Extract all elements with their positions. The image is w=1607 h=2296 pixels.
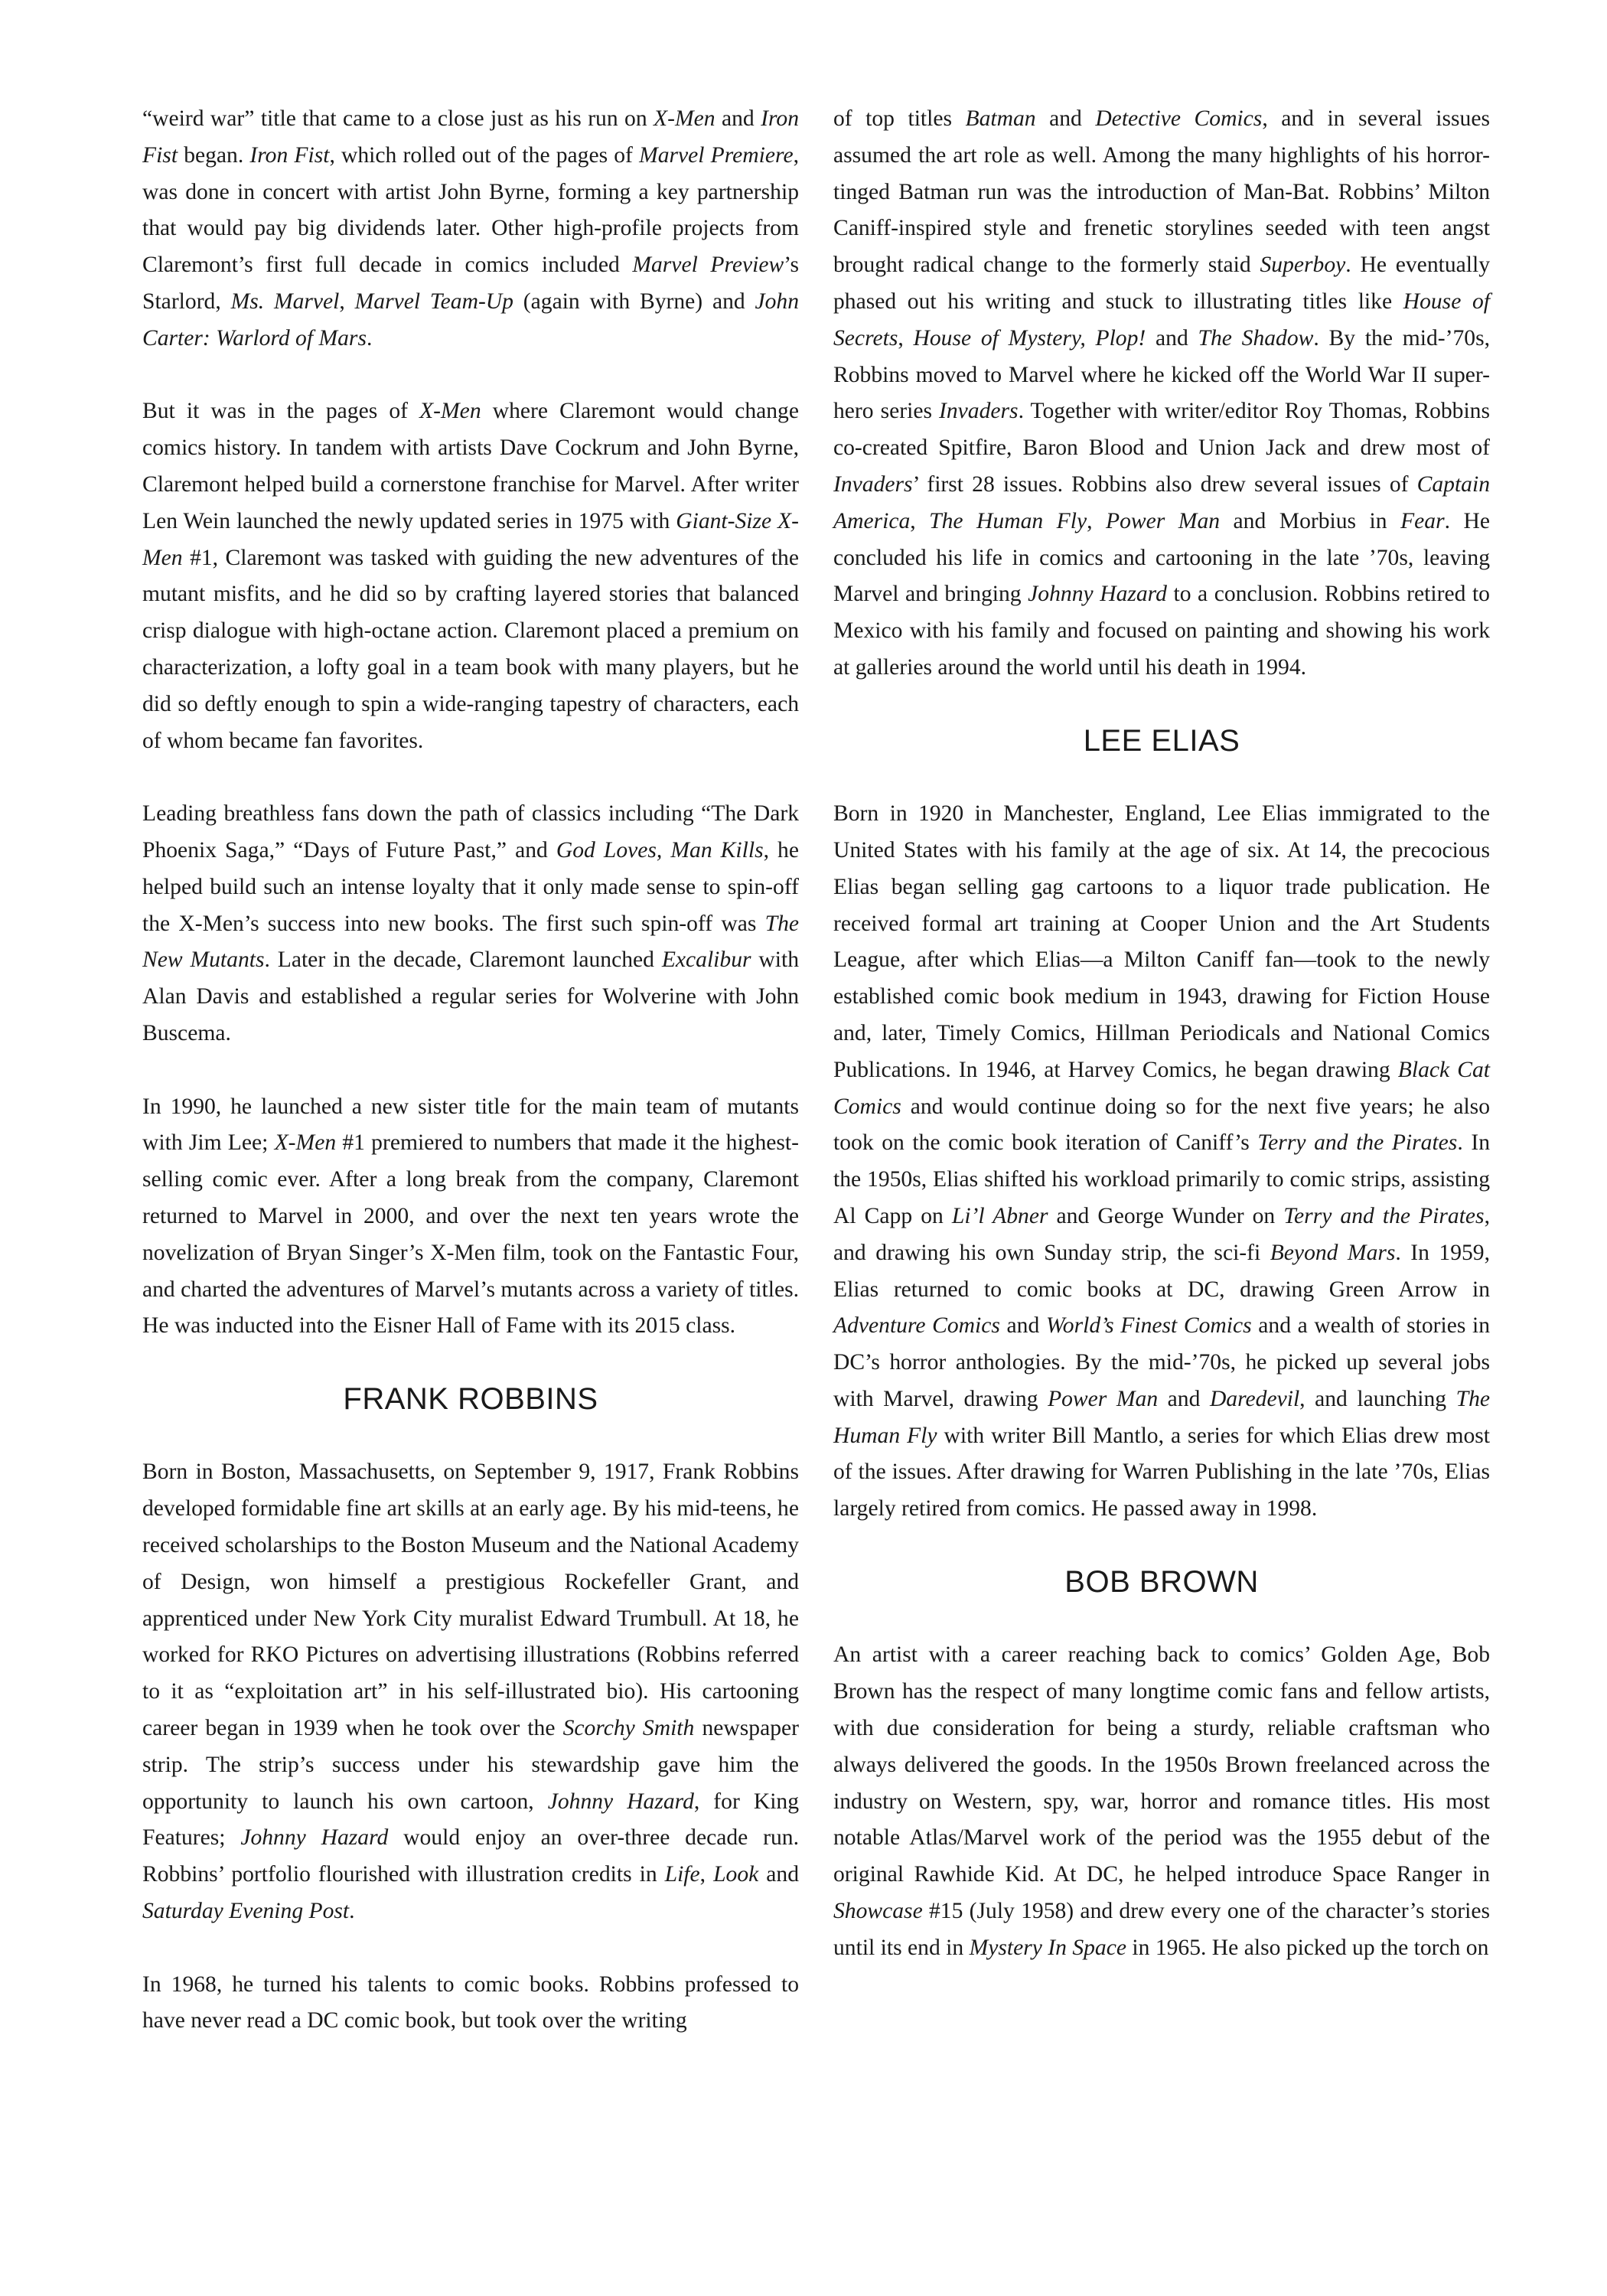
heading-bob-brown: BOB BROWN	[1064, 1564, 1259, 1599]
left-column	[142, 101, 799, 2040]
italic-title: Ms. Marvel	[230, 289, 340, 314]
italic-title: Terry and the Pirates	[1283, 1203, 1485, 1228]
italic-title: Excalibur	[661, 947, 751, 973]
italic-title: The Shadow	[1198, 325, 1314, 351]
italic-title: Power Man	[1106, 508, 1221, 533]
right-column	[833, 101, 1490, 1967]
italic-title: Daredevil	[1209, 1386, 1300, 1411]
italic-title: Marvel Preview	[632, 253, 784, 278]
italic-title: The Human Fly	[929, 508, 1087, 533]
italic-title: Captain America	[833, 471, 1490, 533]
italic-title: Marvel Premiere	[639, 142, 794, 168]
paragraph-elias-bio: Born in 1920 in Manchester, England, Lee Elias immigrated to the United States with his family at the age of six. At 14, the precocious Elias began selling gag cartoons to a liquor trade publication. He received formal art training at Cooper Union and the Art Students League, after which Elias—a Milton Caniff fan—took to the newly established comic book medium in 1943, drawing for Fiction House and, later, Timely Comics, Hillman Periodicals and National Comics Publications. In 1946, at Harvey Comics, he began drawing Black Cat Comics and would continue doing so for the next five years; he also took on the comic book iteration of Caniff’s Terry and the Pirates. In the 1950s, Elias shifted his workload primarily to comic strips, assisting Al Capp on Li’l Abner and George Wunder on Terry and the Pirates, and drawing his own Sunday strip, the sci-fi Beyond Mars. In 1959, Elias returned to comic books at DC, drawing Green Arrow in Adventure Comics and World’s Finest Comics and a wealth of stories in DC’s horror anthologies. By the mid-’70s, he picked up several jobs with Marvel, drawing Power Man and Daredevil, and launching The Human Fly with writer Bill Mantlo, a series for which Elias drew most of the issues. After drawing for Warren Publishing in the late ’70s, Elias largely retired from comics. He passed away in 1998.	[833, 801, 1491, 1521]
italic-title: Johnny Hazard	[1028, 582, 1167, 607]
paragraph-brown-bio: An artist with a career reaching back to comics’ Golden Age, Bob Brown has the respect of many longtime comic fans and fellow artists, with due consideration for being a sturdy, reliable craftsman who always delivered the goods. In the 1950s Brown freelanced across the industry on Western, spy, war, horror and romance titles. His most notable Atlas/Marvel work of the period was the 1955 debut of the original Rawhide Kid. At DC, he helped introduce Space Ranger in Showcase #15 (July 1958) and drew every one of the character’s stories until its end in Mystery In Space in 1965. He also picked up the torch on	[833, 1642, 1490, 1960]
italic-title: Johnny Hazard	[240, 1825, 389, 1851]
paragraph-robbins-comics: In 1968, he turned his talents to comic books. Robbins professed to have never read a DC comic book, but took over the writing	[142, 1971, 799, 2033]
paragraph-claremont-later: In 1990, he launched a new sister title for the main team of mutants with Jim Lee; X-Men #1 premiered to numbers that made it the highest-selling comic ever. After a long break from the company, Claremont returned to Marvel in 2000, and over the next ten years wrote the novelization of Bryan Singer’s X-Men film, took on the Fantastic Four, and charted the adventures of Marvel’s mutants across a variety of titles. He was inducted into the Eisner Hall of Fame with its 2015 class.	[142, 1094, 800, 1339]
italic-title: Power Man	[1048, 1386, 1159, 1411]
italic-title: Detective Comics	[1095, 106, 1263, 131]
paragraph-robbins-early: Born in Boston, Massachusetts, on September 9, 1917, Frank Robbins developed formidable fine art skills at an early age. By his mid-teens, he received scholarships to the Boston Museum and the National Academy of Design, won himself a prestigious Rockefeller Grant, and apprenticed under New York City muralist Edward Trumbull. At 18, he worked for RKO Pictures on advertising illustrations (Robbins referred to it as “exploitation art” in his self-illustrated bio). His cartooning career began in 1939 when he took over the Scorchy Smith newspaper strip. The strip’s success under his stewardship gave him the opportunity to launch his own cartoon, Johnny Hazard, for King Features; Johnny Hazard would enjoy an over-three decade run. Robbins’ portfolio flourished with illustration credits in Life, Look and Saturday Evening Post.	[142, 1459, 800, 1924]
italic-title: World’s Finest Comics	[1045, 1313, 1252, 1339]
italic-title: God Loves, Man Kills	[556, 837, 764, 863]
italic-title: Giant-Size X-Men	[142, 508, 799, 570]
italic-title: Invaders	[939, 399, 1019, 424]
italic-title: Scorchy Smith	[562, 1716, 695, 1741]
italic-title: Adventure Comics	[833, 1313, 1000, 1339]
italic-title: The New Mutants	[142, 911, 799, 973]
italic-title: House of Secrets	[833, 289, 1490, 351]
italic-title: Showcase	[833, 1899, 923, 1924]
italic-title: X-Men	[274, 1130, 337, 1156]
paragraph-claremont-xmen: But it was in the pages of X-Men where Claremont would change comics history. In tandem with artists Dave Cockrum and John Byrne, Claremont helped build a cornerstone franchise for Marvel. After writer Len Wein launched the newly updated series in 1975 with Giant-Size X-Men #1, Claremont was tasked with guiding the new adventures of the mutant misfits, and he did so by crafting layered stories that balanced crisp dialogue with high-octane action. Claremont placed a premium on characterization, a lofty goal in a team book with many players, but he did so deftly enough to spin a wide-ranging tapestry of characters, each of whom became fan favorites.	[142, 399, 799, 753]
italic-title: Superboy	[1260, 253, 1346, 278]
heading-lee-elias: LEE ELIAS	[1083, 723, 1240, 758]
italic-title: Li’l Abner	[951, 1203, 1048, 1228]
italic-title: Mystery In Space	[969, 1935, 1126, 1960]
italic-title: House of Mystery, Plop!	[913, 325, 1146, 351]
heading-frank-robbins: FRANK ROBBINS	[343, 1381, 598, 1416]
paragraph-claremont-spinoffs: Leading breathless fans down the path of classics including “The Dark Phoenix Saga,” “Days of Future Past,” and God Loves, Man Kills, he helped build such an intense loyalty that it only made sense to spin-off the X-Men’s success into new books. The first such spin-off was The New Mutants. Later in the decade, Claremont launched Excalibur with Alan Davis and established a regular series for Wolverine with John Buscema.	[142, 801, 799, 1045]
italic-title: X-Men	[419, 399, 481, 424]
italic-title: Look	[713, 1862, 759, 1887]
italic-title: Fear	[1400, 508, 1445, 533]
italic-title: Marvel Team-Up	[354, 289, 513, 314]
italic-title: Johnny Hazard	[547, 1789, 694, 1814]
italic-title: Batman	[965, 106, 1036, 131]
italic-title: Life	[664, 1862, 700, 1887]
paragraph-claremont-early-career: “weird war” title that came to a close just as his run on X-Men and Iron Fist began. Iron Fist, which rolled out of the pages of Marvel Premiere, was done in concert with artist John Byrne, forming a key partnership that would pay big dividends later. Other high-profile projects from Claremont’s first full decade in comics included Marvel Preview’s Starlord, Ms. Marvel, Marvel Team-Up (again with Byrne) and John Carter: Warlord of Mars.	[142, 106, 800, 351]
italic-title: Black Cat Comics	[833, 1057, 1490, 1119]
italic-title: Beyond Mars	[1270, 1240, 1396, 1265]
italic-title: Invaders	[833, 471, 913, 497]
italic-title: Terry and the Pirates	[1257, 1130, 1458, 1156]
italic-title: John Carter: Warlord of Mars	[142, 289, 800, 351]
italic-title: Saturday Evening Post	[142, 1899, 350, 1924]
italic-title: The Human Fly	[833, 1386, 1491, 1448]
italic-title: Iron Fist	[249, 142, 330, 168]
italic-title: Iron Fist	[142, 106, 799, 168]
paragraph-robbins-dc-marvel: of top titles Batman and Detective Comics, and in several issues assumed the art role as well. Among the many highlights of his horror-tinged Batman run was the introduction of Man-Bat. Robbins’ Milton Caniff-inspired style and frenetic storylines seeded with teen angst brought radical change to the formerly staid Superboy. He eventually phased out his writing and stuck to illustrating titles like House of Secrets, House of Mystery, Plop! and The Shadow. By the mid-’70s, Robbins moved to Marvel where he kicked off the World War II super-hero series Invaders. Together with writer/editor Roy Thomas, Robbins co-created Spitfire, Baron Blood and Union Jack and drew most of Invaders’ first 28 issues. Robbins also drew several issues of Captain America, The Human Fly, Power Man and Morbius in Fear. He concluded his life in comics and cartooning in the late ’70s, leaving Marvel and bringing Johnny Hazard to a conclusion. Robbins retired to Mexico with his family and focused on painting and showing his work at galleries around the world until his death in 1994.	[833, 106, 1491, 680]
italic-title: X-Men	[654, 106, 715, 131]
